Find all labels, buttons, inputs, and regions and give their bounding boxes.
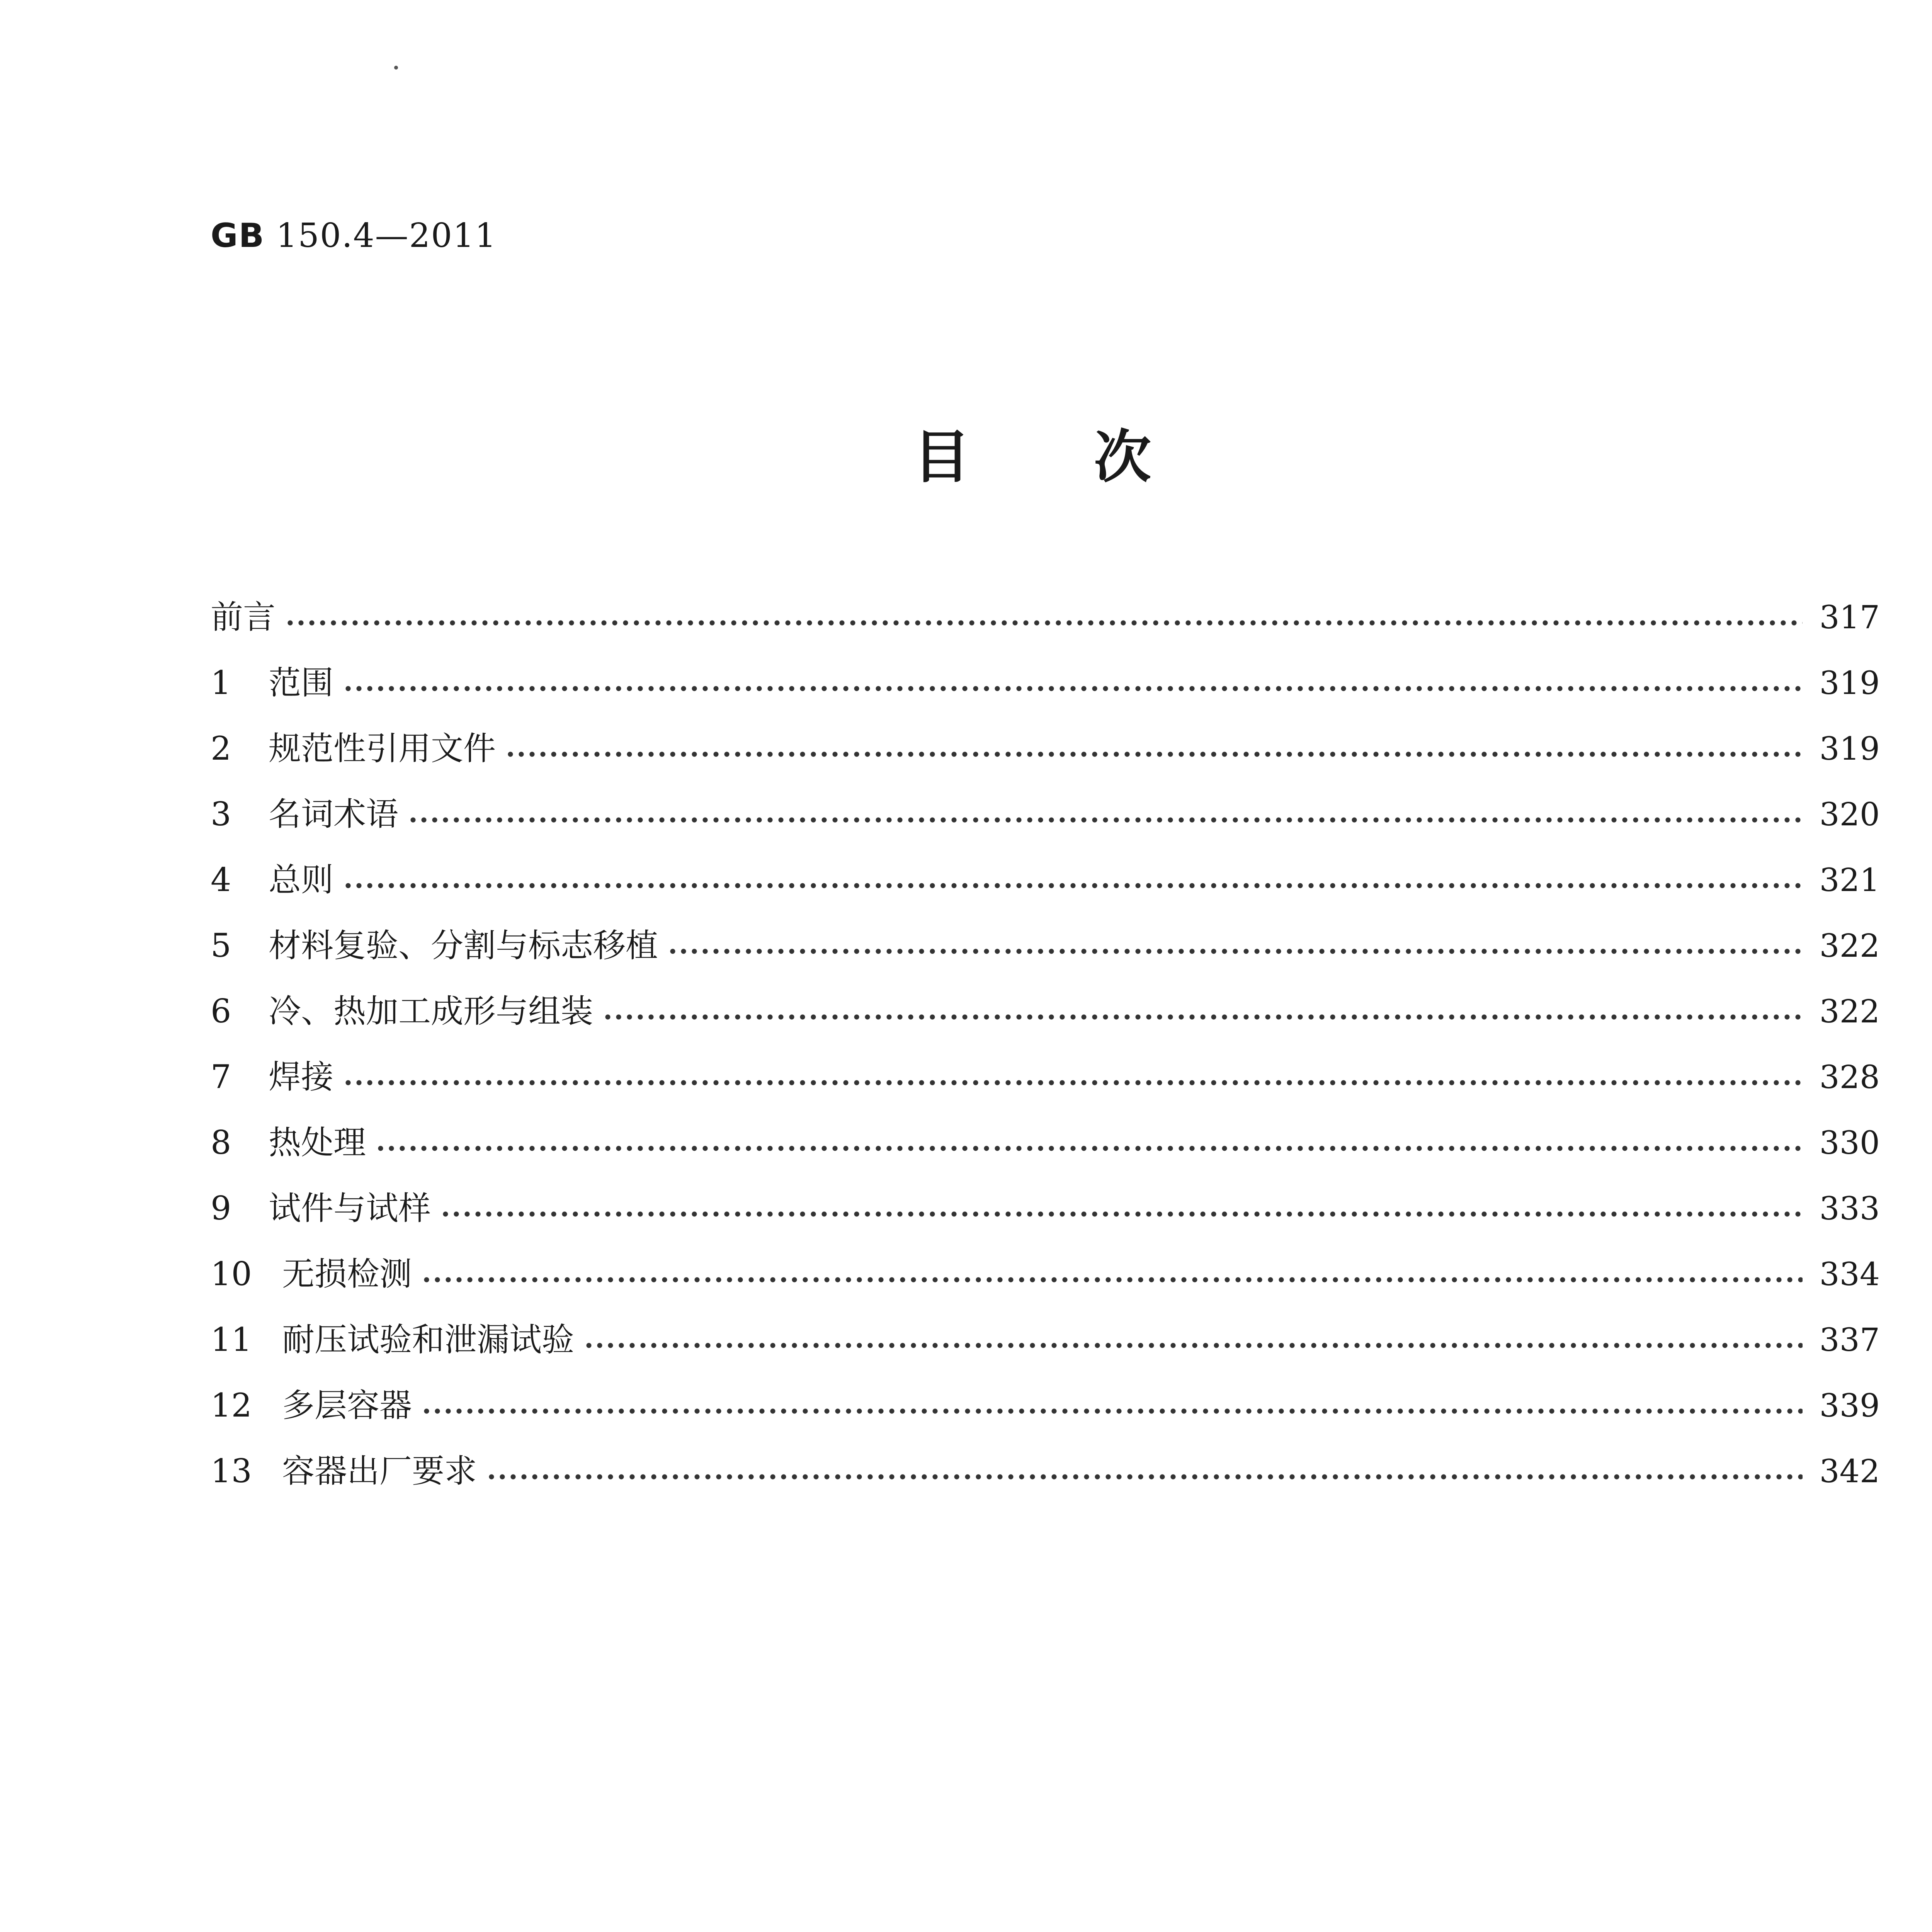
toc-entry-number: 1 — [211, 664, 231, 702]
toc-leader-dots — [375, 1145, 1803, 1152]
toc-entry-label: 总则 — [269, 861, 334, 899]
scan-speck — [394, 66, 398, 70]
toc-entry-page: 328 — [1819, 1059, 1880, 1096]
toc-leader-dots — [421, 1407, 1803, 1415]
toc-entry-4[interactable] — [211, 854, 1880, 920]
standard-code: 150.4—2011 — [276, 216, 497, 255]
toc-entry-page: 319 — [1819, 731, 1880, 767]
toc-entry-7[interactable] — [211, 1051, 1880, 1117]
toc-entry-label: 多层容器 — [282, 1386, 412, 1424]
toc-leader-dots — [486, 1473, 1803, 1481]
toc-entry-number: 10 — [211, 1255, 252, 1293]
toc-entry-label: 材料复验、分割与标志移植 — [269, 927, 658, 964]
toc-entry-number: 7 — [211, 1058, 231, 1096]
toc-entry-5[interactable] — [211, 920, 1880, 985]
standard-prefix: GB — [211, 216, 265, 255]
toc-entry-number: 2 — [211, 730, 231, 767]
toc-entry-8[interactable] — [211, 1117, 1880, 1182]
toc-entry-11[interactable] — [211, 1314, 1880, 1379]
toc-entry-10[interactable] — [211, 1248, 1880, 1314]
toc-leader-dots — [343, 685, 1803, 692]
toc-entry-page: 330 — [1819, 1125, 1880, 1162]
toc-entry-number: 9 — [211, 1189, 231, 1227]
table-of-contents — [211, 591, 1880, 1511]
toc-entry-number: 8 — [211, 1124, 231, 1162]
toc-entry-number: 3 — [211, 795, 231, 833]
toc-leader-dots — [343, 1079, 1803, 1087]
toc-entry-6[interactable] — [211, 985, 1880, 1051]
toc-entry-label: 名词术语 — [269, 795, 399, 833]
toc-entry-number: 13 — [211, 1452, 252, 1490]
document-header — [211, 216, 497, 255]
toc-entry-label: 范围 — [269, 664, 334, 702]
toc-entry-label: 试件与试样 — [269, 1189, 431, 1227]
toc-entry-12[interactable] — [211, 1379, 1880, 1445]
toc-entry-page: 322 — [1819, 928, 1880, 964]
toc-entry-label: 焊接 — [269, 1058, 334, 1096]
toc-leader-dots — [343, 882, 1803, 889]
toc-entry-number: 6 — [211, 992, 231, 1030]
toc-entry-page: 320 — [1819, 796, 1880, 833]
toc-entry-label: 规范性引用文件 — [269, 730, 496, 767]
page-title: 目次 — [913, 424, 1275, 490]
toc-leader-dots — [408, 816, 1803, 824]
toc-leader-dots — [602, 1013, 1803, 1021]
toc-entry-label: 无损检测 — [282, 1255, 412, 1293]
toc-entry-page: 337 — [1819, 1322, 1880, 1359]
toc-entry-13[interactable] — [211, 1445, 1880, 1511]
toc-entry-label: 热处理 — [269, 1124, 366, 1162]
toc-entry-page: 321 — [1819, 862, 1880, 899]
toc-entry-page: 322 — [1819, 993, 1880, 1030]
toc-leader-dots — [421, 1276, 1803, 1284]
toc-entry-page: 334 — [1819, 1256, 1880, 1293]
toc-entry-1[interactable] — [211, 657, 1880, 723]
toc-entry-preface[interactable] — [211, 591, 1880, 657]
toc-entry-3[interactable] — [211, 788, 1880, 854]
toc-leader-dots — [285, 619, 1803, 627]
toc-entry-label: 容器出厂要求 — [282, 1452, 477, 1490]
toc-entry-label: 冷、热加工成形与组装 — [269, 992, 594, 1030]
toc-entry-number: 4 — [211, 861, 231, 899]
toc-entry-page: 319 — [1819, 665, 1880, 702]
toc-entry-number: 5 — [211, 927, 231, 964]
toc-entry-page: 342 — [1819, 1453, 1880, 1490]
toc-entry-page: 317 — [1819, 599, 1880, 636]
toc-entry-label: 前言 — [211, 598, 276, 636]
toc-entry-label: 耐压试验和泄漏试验 — [282, 1321, 575, 1359]
toc-entry-9[interactable] — [211, 1182, 1880, 1248]
toc-leader-dots — [583, 1342, 1803, 1349]
toc-leader-dots — [440, 1210, 1803, 1218]
toc-leader-dots — [505, 750, 1803, 758]
toc-entry-2[interactable] — [211, 723, 1880, 788]
toc-entry-number: 12 — [211, 1386, 252, 1424]
toc-entry-number: 11 — [211, 1321, 252, 1359]
toc-entry-page: 333 — [1819, 1190, 1880, 1227]
toc-leader-dots — [667, 947, 1803, 955]
toc-entry-page: 339 — [1819, 1388, 1880, 1424]
